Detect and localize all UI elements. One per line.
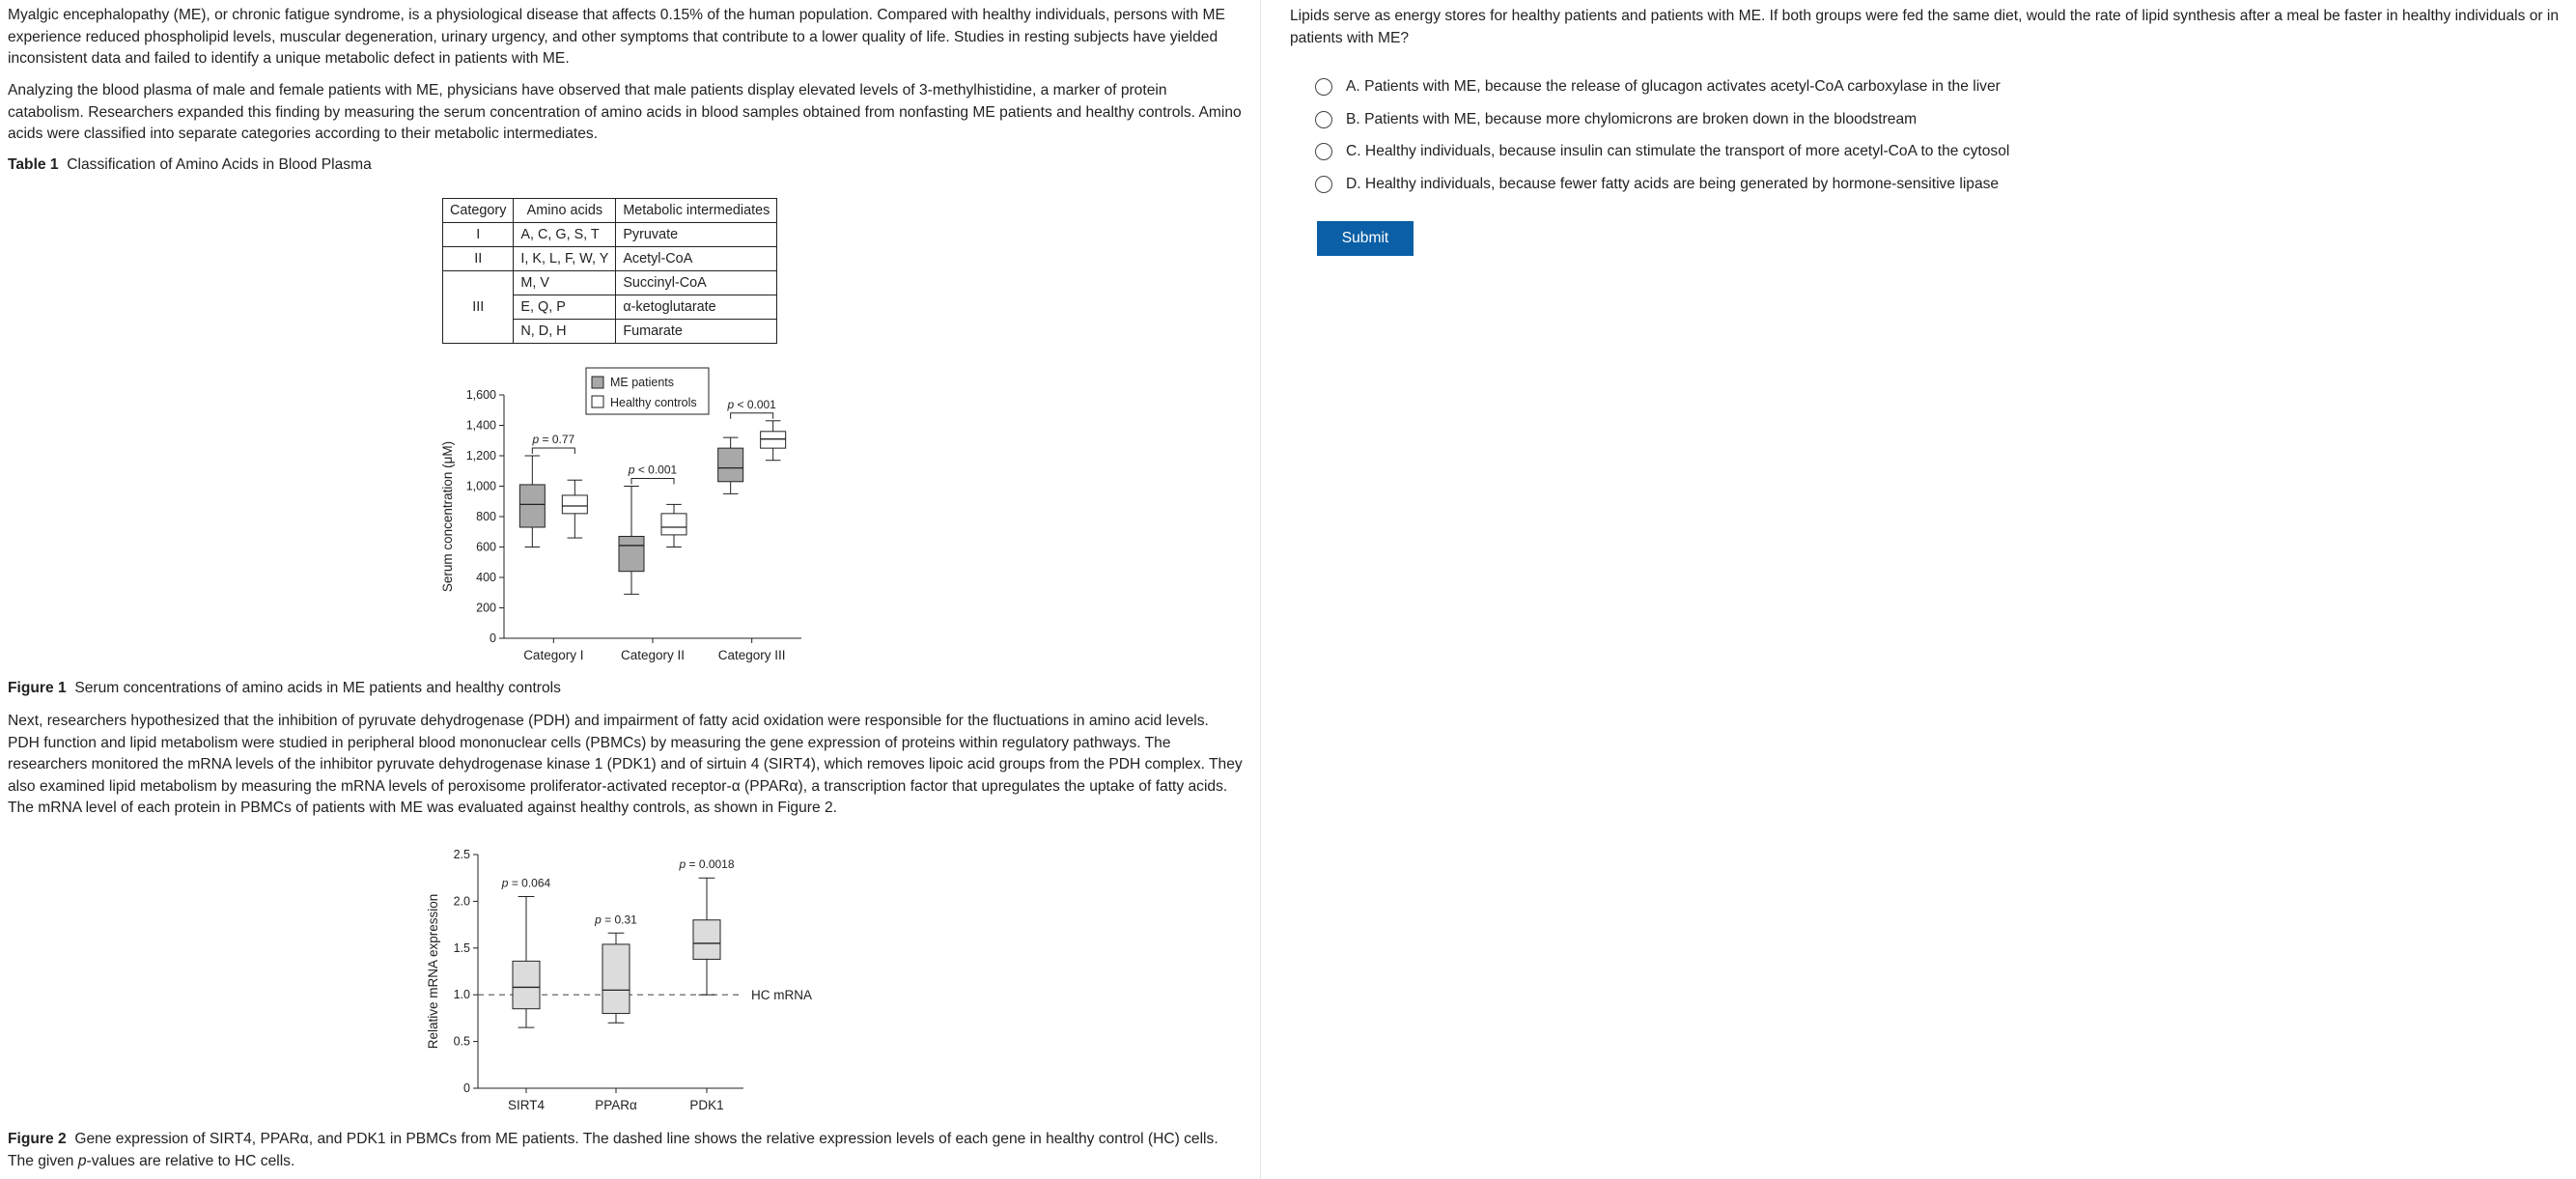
radio-button-icon[interactable] bbox=[1315, 143, 1332, 160]
radio-button-icon[interactable] bbox=[1315, 78, 1332, 96]
x-tick-label: Category II bbox=[620, 648, 686, 662]
p-value-label: p = 0.31 bbox=[595, 912, 637, 927]
y-tick-label: 200 bbox=[476, 601, 496, 615]
answer-option-label: A. Patients with ME, because the release of glucagon activates acetyl-CoA carboxylase in the liver bbox=[1346, 78, 2001, 95]
p-value-label: p = 0.064 bbox=[501, 876, 551, 890]
table-cell-intermediate: Pyruvate bbox=[616, 223, 777, 247]
legend-swatch-hc bbox=[592, 396, 603, 407]
radio-button-icon[interactable] bbox=[1315, 111, 1332, 128]
y-tick-label: 1,600 bbox=[465, 388, 496, 402]
table-cell-amino: I, K, L, F, W, Y bbox=[514, 247, 616, 271]
y-tick-label: 1,400 bbox=[465, 418, 496, 433]
question-pane bbox=[1261, 0, 2576, 1179]
y-tick-label: 800 bbox=[476, 510, 496, 523]
answer-option-d[interactable] bbox=[1315, 173, 1999, 196]
table-cell-category: II bbox=[443, 247, 514, 271]
table-cell-amino: E, Q, P bbox=[514, 295, 616, 320]
figure-1-caption bbox=[8, 680, 561, 697]
question-stem: Lipids serve as energy stores for healthy patients and patients with ME. If both groups were fed the same diet, would the rate of lipid synthesis after a meal be faster in healthy individuals or in patients with ME? bbox=[1290, 8, 2560, 46]
table-row bbox=[443, 271, 777, 295]
answer-option-label: C. Healthy individuals, because insulin can stimulate the transport of more acetyl-CoA to the cytosol bbox=[1346, 143, 2010, 159]
figure-1-caption-text: Serum concentrations of amino acids in ME patients and healthy controls bbox=[74, 680, 561, 696]
figure-2-caption-text-a: Gene expression of SIRT4, PPARα, and PDK1 in PBMCs from ME patients. The dashed line shows the relative expression levels of each gene in healthy control (HC) cells. The given bbox=[8, 1131, 1218, 1169]
figure-1-chart bbox=[434, 362, 821, 671]
y-tick-label: 0.5 bbox=[453, 1034, 470, 1049]
x-tick-label: PDK1 bbox=[689, 1098, 724, 1112]
y-axis-label: Relative mRNA expression bbox=[426, 893, 440, 1050]
p-value-label: p < 0.001 bbox=[628, 463, 678, 477]
hc-reference-label: HC mRNA bbox=[751, 988, 812, 1003]
hc-box-3-box bbox=[761, 432, 786, 448]
submit-button[interactable]: Submit bbox=[1317, 221, 1414, 256]
table-cell-category: III bbox=[443, 271, 514, 344]
table-1-title bbox=[8, 156, 372, 174]
p-value-label: p = 0.0018 bbox=[679, 857, 735, 872]
y-tick-label: 1,200 bbox=[465, 449, 496, 463]
table-header-category: Category bbox=[443, 199, 514, 223]
answer-option-label: B. Patients with ME, because more chylomicrons are broken down in the bloodstream bbox=[1346, 111, 1918, 127]
hc-box-1-box bbox=[562, 495, 587, 514]
gene-box-3-box bbox=[693, 920, 720, 960]
y-tick-label: 600 bbox=[476, 540, 496, 554]
me-box-2-box bbox=[619, 536, 644, 571]
significance-bracket bbox=[532, 448, 574, 454]
y-tick-label: 1,000 bbox=[465, 479, 496, 493]
legend-swatch-me bbox=[592, 377, 603, 388]
x-tick-label: PPARα bbox=[595, 1098, 637, 1112]
p-value-label: p < 0.001 bbox=[727, 397, 776, 411]
table-1-label: Table 1 bbox=[8, 156, 59, 173]
y-tick-label: 2.0 bbox=[453, 894, 470, 909]
figure-1-label: Figure 1 bbox=[8, 680, 67, 696]
me-box-3-box bbox=[718, 448, 743, 482]
y-tick-label: 1.0 bbox=[453, 988, 470, 1002]
table-cell-intermediate: Acetyl-CoA bbox=[616, 247, 777, 271]
figure-2-chart bbox=[415, 838, 840, 1123]
y-tick-label: 400 bbox=[476, 571, 496, 584]
table-header-intermediates: Metabolic intermediates bbox=[616, 199, 777, 223]
table-header-row bbox=[443, 199, 777, 223]
passage-paragraph-2: Analyzing the blood plasma of male and female patients with ME, physicians have observed that male patients display elevated levels of 3-methylhistidine, a marker of protein catabolism. Researchers expanded this finding by measuring the serum concentration of amino acids in blood samples obtained from nonfasting ME patients and healthy controls. Amino acids were classified into separate categories according to their metabolic intermediates. bbox=[8, 82, 1242, 142]
x-tick-label: Category I bbox=[523, 648, 584, 662]
hc-box-2-box bbox=[661, 514, 686, 535]
gene-box-1-box bbox=[513, 961, 540, 1008]
legend-label-me: ME patients bbox=[610, 376, 675, 389]
y-tick-label: 1.5 bbox=[453, 940, 470, 955]
table-row bbox=[443, 247, 777, 271]
amino-acid-table bbox=[442, 198, 777, 344]
radio-button-icon[interactable] bbox=[1315, 176, 1332, 193]
y-tick-label: 0 bbox=[463, 1081, 470, 1095]
y-tick-label: 0 bbox=[490, 632, 496, 645]
table-cell-category: I bbox=[443, 223, 514, 247]
figure-2-caption bbox=[8, 1129, 1244, 1172]
table-cell-amino: A, C, G, S, T bbox=[514, 223, 616, 247]
answer-option-c[interactable] bbox=[1315, 140, 2009, 163]
significance-bracket bbox=[731, 413, 773, 419]
legend-label-hc: Healthy controls bbox=[610, 396, 697, 409]
answer-option-b[interactable] bbox=[1315, 108, 1917, 131]
passage-pane bbox=[0, 0, 1261, 1179]
table-cell-intermediate: Fumarate bbox=[616, 320, 777, 344]
table-cell-intermediate: Succinyl-CoA bbox=[616, 271, 777, 295]
passage-paragraph-1: Myalgic encephalopathy (ME), or chronic fatigue syndrome, is a physiological disease that affects 0.15% of the human population. Compared with healthy individuals, persons with ME experience reduced phospholipid levels, muscular degeneration, urinary urgency, and other symptoms that contribute to a lower quality of life. Studies in resting subjects have yielded inconsistent data and failed to identify a unique metabolic defect in patients with ME. bbox=[8, 7, 1225, 67]
answer-option-label: D. Healthy individuals, because fewer fatty acids are being generated by hormone-sensitive lipase bbox=[1346, 176, 2000, 192]
y-tick-label: 2.5 bbox=[453, 848, 470, 861]
table-header-amino-acids: Amino acids bbox=[514, 199, 616, 223]
table-row bbox=[443, 223, 777, 247]
y-axis-label: Serum concentration (μM) bbox=[440, 440, 455, 593]
gene-box-2-box bbox=[602, 944, 630, 1014]
x-tick-label: Category III bbox=[717, 648, 786, 662]
x-tick-label: SIRT4 bbox=[507, 1098, 546, 1112]
answer-option-a[interactable] bbox=[1315, 75, 2001, 98]
table-cell-amino: N, D, H bbox=[514, 320, 616, 344]
table-cell-amino: M, V bbox=[514, 271, 616, 295]
me-box-1-box bbox=[519, 485, 545, 527]
p-value-label: p = 0.77 bbox=[532, 433, 575, 446]
passage-paragraph-3: Next, researchers hypothesized that the inhibition of pyruvate dehydrogenase (PDH) and impairment of fatty acid oxidation were responsible for the fluctuations in amino acid levels. PDH function and lipid metabolism were studied in peripheral blood mononuclear cells (PBMCs) by measuring the gene expression of proteins within regulatory pathways. The researchers monitored the mRNA levels of the inhibitor pyruvate dehydrogenase kinase 1 (PDK1) and of sirtuin 4 (SIRT4), which removes lipoic acid groups from the PDH complex. They also examined lipid metabolism by measuring the mRNA levels of peroxisome proliferator-activated receptor-α (PPARα), a transcription factor that upregulates the uptake of fatty acids. The mRNA level of each protein in PBMCs of patients with ME was evaluated against healthy controls, as shown in Figure 2. bbox=[8, 713, 1243, 816]
significance-bracket bbox=[631, 479, 674, 485]
table-cell-intermediate: α-ketoglutarate bbox=[616, 295, 777, 320]
table-1-caption: Classification of Amino Acids in Blood Plasma bbox=[67, 156, 372, 173]
figure-2-label: Figure 2 bbox=[8, 1131, 67, 1147]
figure-2-caption-p: p bbox=[77, 1152, 87, 1169]
figure-2-caption-text-b: -values are relative to HC cells. bbox=[86, 1152, 295, 1169]
